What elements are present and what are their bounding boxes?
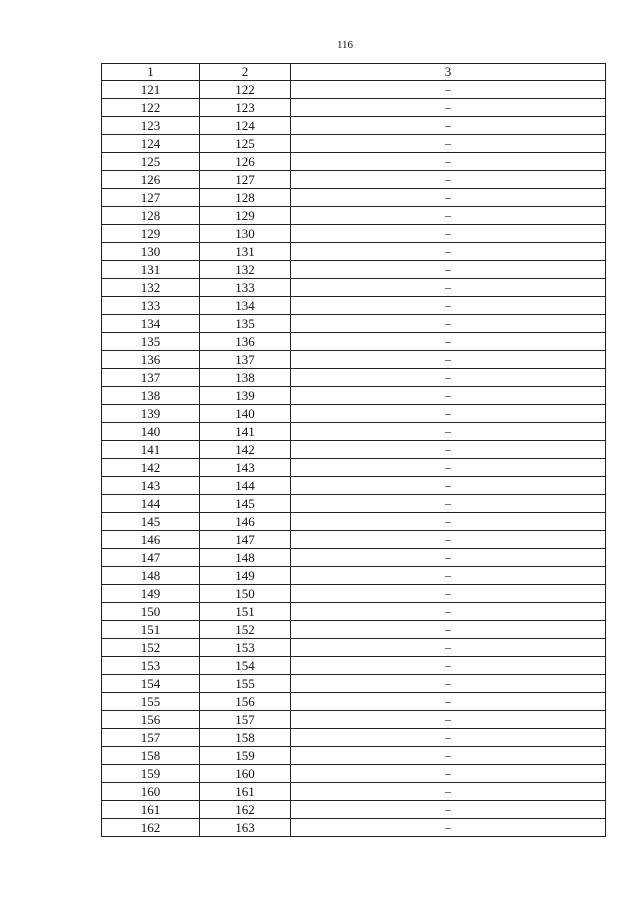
table-cell-col-2: 131 xyxy=(200,243,291,261)
table-cell-col-2: 147 xyxy=(200,531,291,549)
table-cell-col-1: 160 xyxy=(102,783,200,801)
table-cell-col-2: 124 xyxy=(200,117,291,135)
table-row xyxy=(102,351,606,369)
table-cell-col-1: 148 xyxy=(102,567,200,585)
table-row xyxy=(102,819,606,837)
table-cell-col-2: 152 xyxy=(200,621,291,639)
table-cell-col-2: 139 xyxy=(200,387,291,405)
table-cell-col-3: – xyxy=(291,711,606,729)
table-cell-col-3: – xyxy=(291,729,606,747)
table-row xyxy=(102,693,606,711)
table-cell-col-3: – xyxy=(291,459,606,477)
table-row xyxy=(102,549,606,567)
table-cell-col-3: – xyxy=(291,99,606,117)
table-cell-col-3: – xyxy=(291,423,606,441)
table-cell-col-1: 162 xyxy=(102,819,200,837)
table-cell-col-2: 158 xyxy=(200,729,291,747)
table-cell-col-3: – xyxy=(291,405,606,423)
table-row xyxy=(102,603,606,621)
table-cell-col-2: 138 xyxy=(200,369,291,387)
table-cell-col-2: 163 xyxy=(200,819,291,837)
table-row xyxy=(102,243,606,261)
table-cell-col-3: – xyxy=(291,171,606,189)
table-cell-col-2: 137 xyxy=(200,351,291,369)
table-cell-col-3: – xyxy=(291,279,606,297)
table-row xyxy=(102,189,606,207)
table-cell-col-2: 126 xyxy=(200,153,291,171)
table-cell-col-3: – xyxy=(291,207,606,225)
table-row xyxy=(102,405,606,423)
table-cell-col-1: 142 xyxy=(102,459,200,477)
table-cell-col-1: 140 xyxy=(102,423,200,441)
table-row xyxy=(102,279,606,297)
table-cell-col-1: 147 xyxy=(102,549,200,567)
table-cell-col-1: 122 xyxy=(102,99,200,117)
table-cell-col-1: 121 xyxy=(102,81,200,99)
table-row xyxy=(102,171,606,189)
table-cell-col-2: 143 xyxy=(200,459,291,477)
table-cell-col-1: 149 xyxy=(102,585,200,603)
data-table xyxy=(101,63,606,837)
table-cell-col-2: 130 xyxy=(200,225,291,243)
table-cell-col-2: 151 xyxy=(200,603,291,621)
table-row xyxy=(102,225,606,243)
table-cell-col-3: – xyxy=(291,315,606,333)
table-cell-col-3: – xyxy=(291,441,606,459)
table-cell-col-2: 144 xyxy=(200,477,291,495)
table-cell-col-3: – xyxy=(291,117,606,135)
table-row xyxy=(102,117,606,135)
table-cell-col-2: 133 xyxy=(200,279,291,297)
table-row xyxy=(102,621,606,639)
table-cell-col-1: 151 xyxy=(102,621,200,639)
table-cell-col-3: – xyxy=(291,765,606,783)
table-row xyxy=(102,531,606,549)
table-header xyxy=(102,64,606,81)
table-cell-col-2: 159 xyxy=(200,747,291,765)
table-cell-col-3: – xyxy=(291,693,606,711)
table-row xyxy=(102,513,606,531)
table-cell-col-1: 153 xyxy=(102,657,200,675)
table-row xyxy=(102,153,606,171)
table-cell-col-1: 143 xyxy=(102,477,200,495)
table-cell-col-3: – xyxy=(291,477,606,495)
table-cell-col-2: 155 xyxy=(200,675,291,693)
table-row xyxy=(102,441,606,459)
table-row xyxy=(102,495,606,513)
table-row xyxy=(102,639,606,657)
table-cell-col-1: 123 xyxy=(102,117,200,135)
table-cell-col-1: 146 xyxy=(102,531,200,549)
table-cell-col-2: 123 xyxy=(200,99,291,117)
table-cell-col-1: 155 xyxy=(102,693,200,711)
table-cell-col-1: 135 xyxy=(102,333,200,351)
table-cell-col-2: 154 xyxy=(200,657,291,675)
table-cell-col-3: – xyxy=(291,243,606,261)
table-cell-col-2: 148 xyxy=(200,549,291,567)
table-cell-col-2: 141 xyxy=(200,423,291,441)
table-row xyxy=(102,333,606,351)
table-cell-col-2: 162 xyxy=(200,801,291,819)
table-cell-col-3: – xyxy=(291,495,606,513)
table-row xyxy=(102,135,606,153)
table-cell-col-2: 149 xyxy=(200,567,291,585)
table-cell-col-1: 158 xyxy=(102,747,200,765)
table-cell-col-1: 126 xyxy=(102,171,200,189)
table-cell-col-1: 152 xyxy=(102,639,200,657)
table-cell-col-3: – xyxy=(291,189,606,207)
table-row xyxy=(102,261,606,279)
table-row xyxy=(102,477,606,495)
table-cell-col-1: 144 xyxy=(102,495,200,513)
table-cell-col-1: 145 xyxy=(102,513,200,531)
table-cell-col-1: 161 xyxy=(102,801,200,819)
table-cell-col-3: – xyxy=(291,333,606,351)
table-cell-col-3: – xyxy=(291,819,606,837)
table-row xyxy=(102,81,606,99)
table-cell-col-1: 136 xyxy=(102,351,200,369)
table-cell-col-1: 132 xyxy=(102,279,200,297)
table-cell-col-2: 150 xyxy=(200,585,291,603)
table-row xyxy=(102,387,606,405)
table-cell-col-1: 125 xyxy=(102,153,200,171)
table-cell-col-3: – xyxy=(291,603,606,621)
table-row xyxy=(102,783,606,801)
table-body xyxy=(102,81,606,837)
table-row xyxy=(102,747,606,765)
table-cell-col-2: 160 xyxy=(200,765,291,783)
table-cell-col-3: – xyxy=(291,747,606,765)
table-cell-col-2: 153 xyxy=(200,639,291,657)
table-row xyxy=(102,459,606,477)
table-row xyxy=(102,657,606,675)
table-cell-col-2: 146 xyxy=(200,513,291,531)
table-cell-col-1: 141 xyxy=(102,441,200,459)
table-cell-col-2: 128 xyxy=(200,189,291,207)
table-cell-col-3: – xyxy=(291,531,606,549)
table-cell-col-3: – xyxy=(291,567,606,585)
table-row xyxy=(102,567,606,585)
table-cell-col-3: – xyxy=(291,657,606,675)
table-cell-col-2: 129 xyxy=(200,207,291,225)
table-cell-col-3: – xyxy=(291,135,606,153)
table-cell-col-2: 161 xyxy=(200,783,291,801)
column-header-2: 2 xyxy=(200,64,291,81)
table-cell-col-2: 140 xyxy=(200,405,291,423)
table-cell-col-2: 157 xyxy=(200,711,291,729)
table-cell-col-1: 138 xyxy=(102,387,200,405)
table-cell-col-3: – xyxy=(291,387,606,405)
table-cell-col-1: 129 xyxy=(102,225,200,243)
table-cell-col-1: 154 xyxy=(102,675,200,693)
table-cell-col-3: – xyxy=(291,675,606,693)
table-row xyxy=(102,729,606,747)
table-cell-col-1: 159 xyxy=(102,765,200,783)
table-cell-col-1: 127 xyxy=(102,189,200,207)
table-row xyxy=(102,711,606,729)
table-cell-col-2: 125 xyxy=(200,135,291,153)
table-cell-col-2: 127 xyxy=(200,171,291,189)
column-header-1: 1 xyxy=(102,64,200,81)
table-cell-col-3: – xyxy=(291,369,606,387)
table-cell-col-2: 122 xyxy=(200,81,291,99)
table-cell-col-2: 156 xyxy=(200,693,291,711)
table-row xyxy=(102,675,606,693)
table-cell-col-3: – xyxy=(291,351,606,369)
table-cell-col-3: – xyxy=(291,81,606,99)
table-cell-col-1: 133 xyxy=(102,297,200,315)
table-cell-col-3: – xyxy=(291,513,606,531)
table-cell-col-1: 134 xyxy=(102,315,200,333)
table-row xyxy=(102,369,606,387)
table-row xyxy=(102,765,606,783)
table-row xyxy=(102,315,606,333)
table-cell-col-3: – xyxy=(291,621,606,639)
table-cell-col-2: 135 xyxy=(200,315,291,333)
table-cell-col-2: 142 xyxy=(200,441,291,459)
table-row xyxy=(102,297,606,315)
table-row xyxy=(102,801,606,819)
table-cell-col-2: 134 xyxy=(200,297,291,315)
table-cell-col-1: 131 xyxy=(102,261,200,279)
header-row xyxy=(102,64,606,81)
table-cell-col-3: – xyxy=(291,585,606,603)
table-cell-col-3: – xyxy=(291,639,606,657)
table-cell-col-1: 124 xyxy=(102,135,200,153)
table-cell-col-1: 139 xyxy=(102,405,200,423)
table-cell-col-3: – xyxy=(291,153,606,171)
table-row xyxy=(102,99,606,117)
table-cell-col-1: 157 xyxy=(102,729,200,747)
table-cell-col-3: – xyxy=(291,297,606,315)
table-cell-col-1: 130 xyxy=(102,243,200,261)
table-cell-col-2: 145 xyxy=(200,495,291,513)
table-row xyxy=(102,423,606,441)
table-row xyxy=(102,585,606,603)
table-row xyxy=(102,207,606,225)
table-cell-col-1: 156 xyxy=(102,711,200,729)
table-cell-col-2: 132 xyxy=(200,261,291,279)
table-cell-col-3: – xyxy=(291,261,606,279)
column-header-3: 3 xyxy=(291,64,606,81)
table-cell-col-3: – xyxy=(291,549,606,567)
table-cell-col-3: – xyxy=(291,783,606,801)
table-cell-col-3: – xyxy=(291,801,606,819)
table-cell-col-3: – xyxy=(291,225,606,243)
page-number: 116 xyxy=(336,39,354,51)
table-cell-col-1: 137 xyxy=(102,369,200,387)
table-cell-col-1: 150 xyxy=(102,603,200,621)
table-cell-col-1: 128 xyxy=(102,207,200,225)
table-cell-col-2: 136 xyxy=(200,333,291,351)
